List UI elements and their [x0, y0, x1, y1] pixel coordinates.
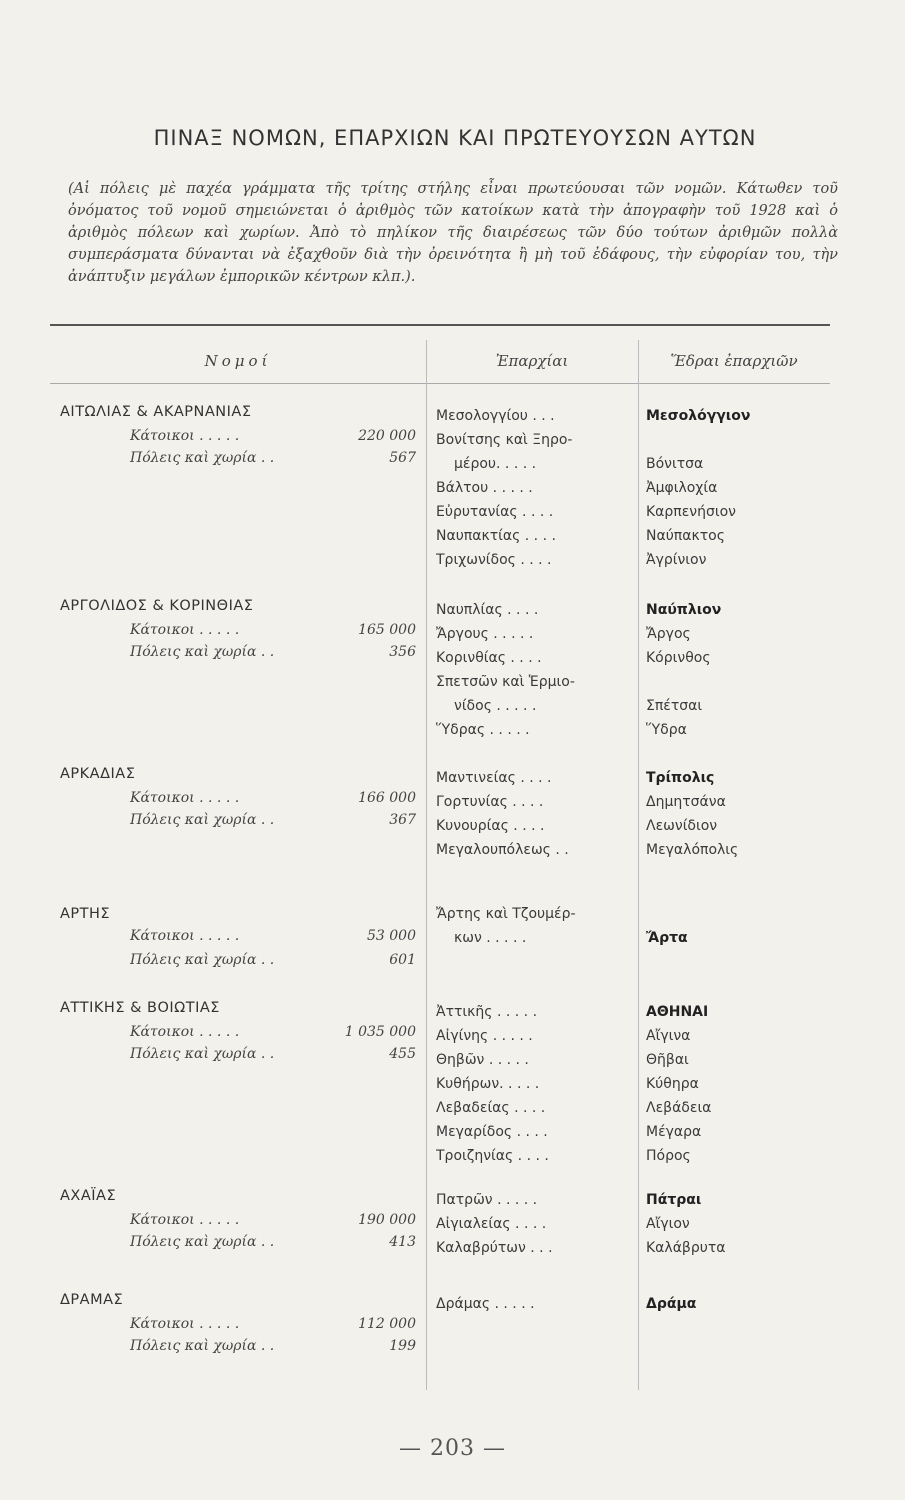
edra: Λεβάδεια: [646, 1100, 712, 1116]
eparchia: Ἄρτης καὶ Τζουμέρ-: [436, 906, 576, 922]
column-divider: [426, 340, 427, 1390]
edra: Θῆβαι: [646, 1052, 689, 1068]
settlements-row: [130, 812, 416, 834]
settlements-value: 567: [389, 450, 416, 466]
settlements-value: 367: [389, 812, 416, 828]
settlements-label: Πόλεις καὶ χωρία . .: [130, 1046, 275, 1062]
edra: Πόρος: [646, 1148, 691, 1164]
settlements-value: 356: [389, 644, 416, 660]
eparchies-list: [436, 1188, 642, 1260]
edra: Αἴγινα: [646, 1028, 691, 1044]
population-value: 165 000: [358, 622, 416, 638]
edra-capital: Δράμα: [646, 1296, 697, 1312]
edres-list: [646, 598, 842, 742]
eparchia: Κυθήρων. . . . .: [436, 1076, 540, 1092]
settlements-row: [130, 1046, 416, 1068]
edra: Βόνιτσα: [646, 456, 704, 472]
edres-list: [646, 1188, 842, 1260]
edra: [646, 670, 842, 694]
eparchia: Σπετσῶν καὶ Ἑρμιο-: [436, 674, 575, 690]
settlements-label: Πόλεις καὶ χωρία . .: [130, 644, 275, 660]
nomos-name: ΑΤΤΙΚΗΣ & ΒΟΙΩΤΙΑΣ: [60, 1000, 220, 1016]
edra: Κόρινθος: [646, 650, 711, 666]
edra: [646, 428, 842, 452]
nomos-name: ΑΧΑΪΑΣ: [60, 1188, 117, 1204]
eparchia: Πατρῶν . . . . .: [436, 1192, 538, 1208]
population-row: [130, 622, 416, 644]
eparchies-list: [436, 404, 642, 572]
settlements-row: [130, 1234, 416, 1256]
eparchia: Ναυπλίας . . . .: [436, 602, 539, 618]
eparchia: Λεβαδείας . . . .: [436, 1100, 546, 1116]
column-header-edrai: Ἕδραι ἐπαρχιῶν: [670, 352, 798, 370]
edra: Αἴγιον: [646, 1216, 690, 1232]
population-row: [130, 790, 416, 812]
nomos-name: ΑΙΤΩΛΙΑΣ & ΑΚΑΡΝΑΝΙΑΣ: [60, 404, 252, 420]
edra: Μεγαλόπολις: [646, 842, 739, 858]
eparchia: νίδος . . . . .: [454, 698, 537, 714]
edra: Σπέτσαι: [646, 698, 703, 714]
page-number: — 203 —: [399, 1436, 506, 1461]
population-row: [130, 428, 416, 450]
eparchies-list: [436, 598, 642, 742]
eparchia: Βονίτσης καὶ Ξηρο-: [436, 432, 573, 448]
eparchia: Δράμας . . . . .: [436, 1296, 535, 1312]
table-header-rule: [50, 383, 830, 384]
settlements-value: 199: [389, 1338, 416, 1354]
settlements-label: Πόλεις καὶ χωρία . .: [130, 450, 275, 466]
edres-list: [646, 404, 842, 572]
population-row: [130, 1212, 416, 1234]
settlements-label: Πόλεις καὶ χωρία . .: [130, 1234, 275, 1250]
nomos-name: ΑΡΓΟΛΙΔΟΣ & ΚΟΡΙΝΘΙΑΣ: [60, 598, 254, 614]
page-title: ΠΙΝΑΞ ΝΟΜΩΝ, ΕΠΑΡΧΙΩΝ ΚΑΙ ΠΡΩΤΕΥΟΥΣΩΝ ΑΥΤΩΝ: [153, 126, 757, 150]
settlements-label: Πόλεις καὶ χωρία . .: [130, 1338, 275, 1354]
eparchia: Θηβῶν . . . . .: [436, 1052, 529, 1068]
edra-capital: ΑΘΗΝΑΙ: [646, 1004, 709, 1020]
population-value: 1 035 000: [344, 1024, 416, 1040]
column-header-nomoi: Νομοί: [204, 352, 272, 370]
settlements-row: [130, 952, 416, 974]
edra: Μέγαρα: [646, 1124, 702, 1140]
edres-list: [646, 902, 842, 950]
population-label: Κάτοικοι . . . . .: [130, 1024, 240, 1040]
settlements-label: Πόλεις καὶ χωρία . .: [130, 812, 275, 828]
intro-note: (Αἱ πόλεις μὲ παχέα γράμματα τῆς τρίτης στήλης εἶναι πρωτεύουσαι τῶν νομῶν. Κάτωθεν τοῦ ὀνόματος τοῦ νομοῦ σημειώνεται ὁ ἀριθμὸς τῶν κατοίκων κατὰ τὴν ἀπογραφὴν τοῦ 1928 καὶ ὁ ἀριθμὸς πόλεων καὶ χωρίων. Ἀπὸ τὸ πηλίκον τῆς διαιρέσεως τῶν δύο τούτων ἀριθμῶν πολλὰ συμπεράσματα δύνανται νὰ ἐξαχθοῦν διὰ τὴν ὀρεινότητα ἢ μὴ τοῦ ἐδάφους, τὴν εὐφορίαν του, τὴν ἀνάπτυξιν μεγάλων ἐμπορικῶν κέντρων κλπ.).: [68, 181, 838, 285]
nomos-name: ΑΡΤΗΣ: [60, 906, 111, 922]
population-label: Κάτοικοι . . . . .: [130, 790, 240, 806]
eparchia: Ὕδρας . . . . .: [436, 722, 530, 738]
edra: Καλάβρυτα: [646, 1240, 726, 1256]
eparchia: Αἰγίνης . . . . .: [436, 1028, 533, 1044]
column-header-eparchiai: Ἐπαρχίαι: [495, 352, 569, 370]
edra: Δημητσάνα: [646, 794, 726, 810]
edra-capital: Ναύπλιον: [646, 602, 722, 618]
settlements-label: Πόλεις καὶ χωρία . .: [130, 952, 275, 968]
eparchia: μέρου. . . . .: [454, 456, 537, 472]
eparchia: κων . . . . .: [454, 930, 527, 946]
nomos-name: ΑΡΚΑΔΙΑΣ: [60, 766, 136, 782]
edra-capital: Ἄρτα: [646, 930, 688, 946]
population-row: [130, 1024, 416, 1046]
eparchia: Μεγαρίδος . . . .: [436, 1124, 548, 1140]
edra-capital: Πάτραι: [646, 1192, 702, 1208]
settlements-row: [130, 450, 416, 472]
eparchies-list: [436, 766, 642, 862]
eparchia: Τριχωνίδος . . . .: [436, 552, 552, 568]
eparchia: Ναυπακτίας . . . .: [436, 528, 556, 544]
eparchia: Αἰγιαλείας . . . .: [436, 1216, 547, 1232]
settlements-value: 601: [389, 952, 416, 968]
population-row: [130, 1316, 416, 1338]
settlements-value: 413: [389, 1234, 416, 1250]
edres-list: [646, 1000, 842, 1168]
population-value: 190 000: [358, 1212, 416, 1228]
nomos-name: ΔΡΑΜΑΣ: [60, 1292, 124, 1308]
settlements-row: [130, 644, 416, 666]
population-label: Κάτοικοι . . . . .: [130, 428, 240, 444]
settlements-row: [130, 1338, 416, 1360]
population-label: Κάτοικοι . . . . .: [130, 1212, 240, 1228]
eparchia: Γορτυνίας . . . .: [436, 794, 544, 810]
eparchies-list: [436, 902, 642, 950]
edra: Ἄργος: [646, 626, 691, 642]
edra: Καρπενήσιον: [646, 504, 736, 520]
edra: Ἀγρίνιον: [646, 552, 707, 568]
edra: Κύθηρα: [646, 1076, 699, 1092]
eparchia: Εὐρυτανίας . . . .: [436, 504, 554, 520]
edra: Λεωνίδιον: [646, 818, 718, 834]
edra: Ὕδρα: [646, 722, 687, 738]
eparchia: Ἀττικῆς . . . . .: [436, 1004, 538, 1020]
eparchia: Καλαβρύτων . . .: [436, 1240, 553, 1256]
eparchia: Μεγαλουπόλεως . .: [436, 842, 569, 858]
population-value: 220 000: [358, 428, 416, 444]
eparchies-list: [436, 1000, 642, 1168]
eparchia: Μεσολογγίου . . .: [436, 408, 555, 424]
population-value: 112 000: [358, 1316, 416, 1332]
edra-capital: Τρίπολις: [646, 770, 715, 786]
edra: [646, 902, 842, 926]
population-label: Κάτοικοι . . . . .: [130, 928, 240, 944]
population-label: Κάτοικοι . . . . .: [130, 622, 240, 638]
table-top-rule: [50, 324, 830, 326]
eparchia: Ἄργους . . . . .: [436, 626, 534, 642]
eparchia: Κορινθίας . . . .: [436, 650, 542, 666]
eparchia: Μαντινείας . . . .: [436, 770, 552, 786]
population-value: 166 000: [358, 790, 416, 806]
population-row: [130, 928, 416, 950]
edres-list: [646, 1292, 842, 1316]
settlements-value: 455: [389, 1046, 416, 1062]
population-label: Κάτοικοι . . . . .: [130, 1316, 240, 1332]
edra: Ἀμφιλοχία: [646, 480, 718, 496]
eparchies-list: [436, 1292, 642, 1316]
edres-list: [646, 766, 842, 862]
edra: Ναύπακτος: [646, 528, 725, 544]
eparchia: Κυνουρίας . . . .: [436, 818, 545, 834]
population-value: 53 000: [367, 928, 416, 944]
eparchia: Τροιζηνίας . . . .: [436, 1148, 549, 1164]
eparchia: Βάλτου . . . . .: [436, 480, 533, 496]
edra-capital: Μεσολόγγιον: [646, 408, 751, 424]
